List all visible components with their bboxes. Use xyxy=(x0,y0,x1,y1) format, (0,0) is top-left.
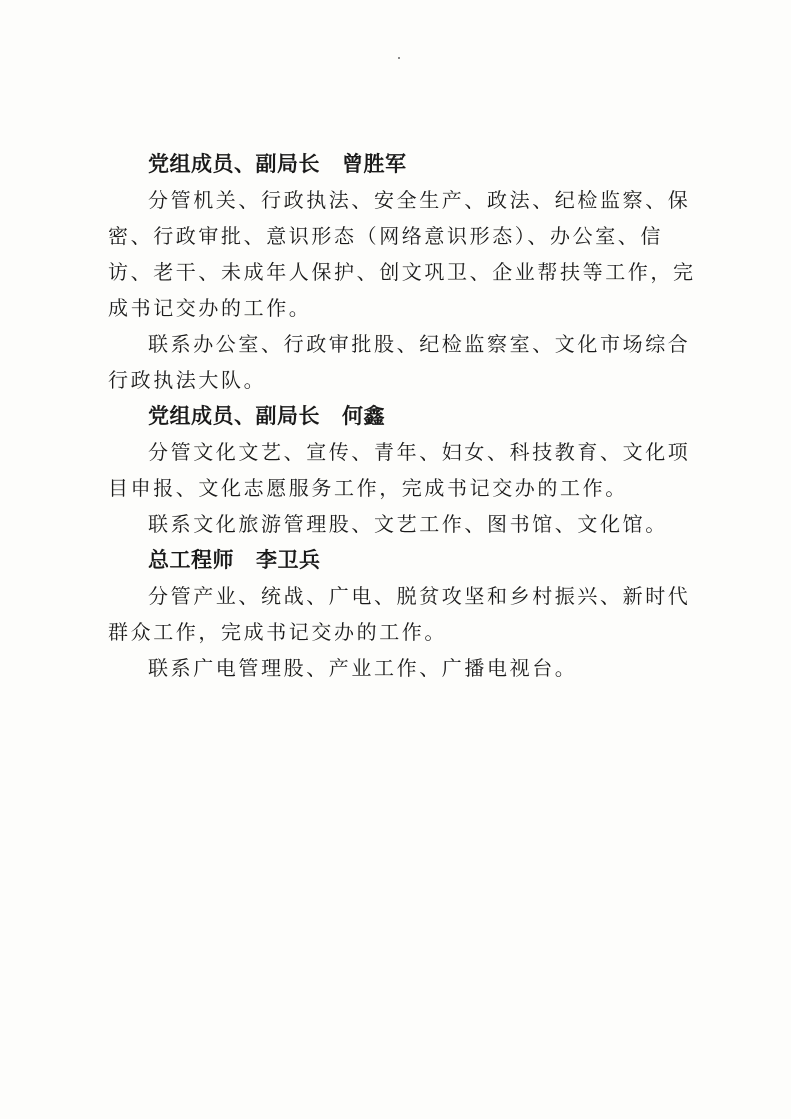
contacts-paragraph: 联系办公室、行政审批股、纪检监察室、文化市场综合行政执法大队。 xyxy=(108,332,691,392)
leader-name: 何鑫 xyxy=(342,404,385,428)
leader-heading xyxy=(108,398,698,434)
leader-heading xyxy=(108,542,698,578)
duties-paragraph: 分管机关、行政执法、安全生产、政法、纪检监察、保密、行政审批、意识形态（网络意识形态）、办公室、信访、老干、未成年人保护、创文巩卫、企业帮扶等工作，完成书记交办的工作。 xyxy=(108,188,696,320)
contacts-paragraph: 联系广电管理股、产业工作、广播电视台。 xyxy=(148,656,578,680)
contacts-paragraph: 联系文化旅游管理股、文艺工作、图书馆、文化馆。 xyxy=(148,512,668,536)
leader-section-2 xyxy=(108,398,698,542)
leader-name: 李卫兵 xyxy=(256,548,321,572)
leader-heading xyxy=(108,146,698,182)
document-body xyxy=(108,146,698,686)
leader-section-3 xyxy=(108,542,698,686)
leader-title: 党组成员、副局长 xyxy=(148,152,320,176)
leader-title: 总工程师 xyxy=(148,548,234,572)
leader-section-1 xyxy=(108,146,698,398)
duties-paragraph: 分管文化文艺、宣传、青年、妇女、科技教育、文化项目申报、文化志愿服务工作，完成书记交办的工作。 xyxy=(108,440,691,500)
leader-title: 党组成员、副局长 xyxy=(148,404,320,428)
duties-paragraph: 分管产业、统战、广电、脱贫攻坚和乡村振兴、新时代群众工作，完成书记交办的工作。 xyxy=(108,584,691,644)
scan-speck xyxy=(398,57,400,59)
leader-name: 曾胜军 xyxy=(342,152,407,176)
